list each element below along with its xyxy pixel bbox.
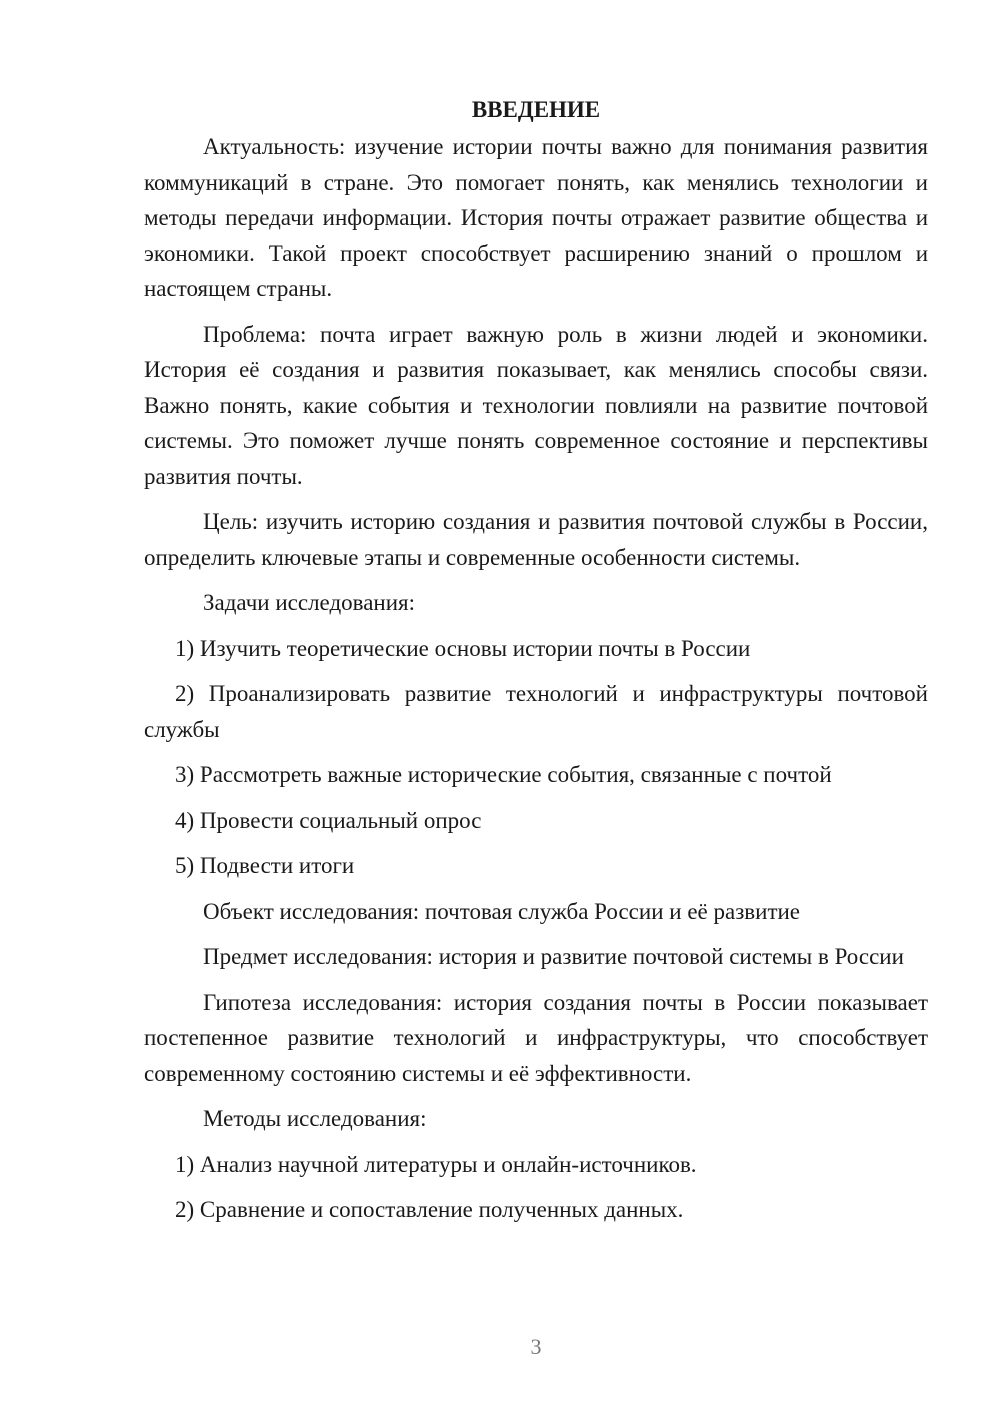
tasks-heading: Задачи исследования:	[203, 590, 416, 615]
method-item-1: 1) Анализ научной литературы и онлайн-источников.	[175, 1151, 697, 1177]
methods-heading: Методы исследования:	[203, 1106, 427, 1131]
subject-paragraph: Предмет исследования: история и развитие почтовой системы в России	[203, 944, 904, 969]
hypothesis-paragraph: Гипотеза исследования: история создания почты в России показывает постепенное развитие технологий и инфраструктуры, что способствует современному состоянию системы и её эффективности.	[144, 989, 928, 1086]
page-content	[144, 92, 928, 1238]
task-item-1: 1) Изучить теоретические основы истории почты в России	[175, 635, 751, 661]
page-title: ВВЕДЕНИЕ	[471, 97, 601, 122]
problem-paragraph: Проблема: почта играет важную роль в жизни людей и экономики. История её создания и развития показывает, как менялись способы связи. Важно понять, какие события и технологии повлияли на развитие почтовой системы. Это поможет лучше понять современное состояние и перспективы развития почты.	[144, 321, 928, 489]
task-item-2: 2) Проанализировать развитие технологий и инфраструктуры почтовой службы	[144, 681, 928, 742]
task-item-4: 4) Провести социальный опрос	[175, 807, 482, 833]
task-item-5: 5) Подвести итоги	[175, 853, 355, 878]
task-item-3: 3) Рассмотреть важные исторические события, связанные с почтой	[175, 762, 832, 787]
method-item-2: 2) Сравнение и сопоставление полученных данных.	[175, 1197, 684, 1222]
goal-paragraph: Цель: изучить историю создания и развития почтовой службы в России, определить ключевые этапы и современные особенности системы.	[144, 509, 928, 570]
page-number: 3	[530, 1334, 542, 1359]
relevance-paragraph: Актуальность: изучение истории почты важно для понимания развития коммуникаций в стране. Это помогает понять, как менялись технологии и методы передачи информации. История почты отражает развитие общества и экономики. Такой проект способствует расширению знаний о прошлом и настоящем страны.	[144, 134, 928, 301]
object-paragraph: Объект исследования: почтовая служба России и её развитие	[203, 898, 801, 924]
